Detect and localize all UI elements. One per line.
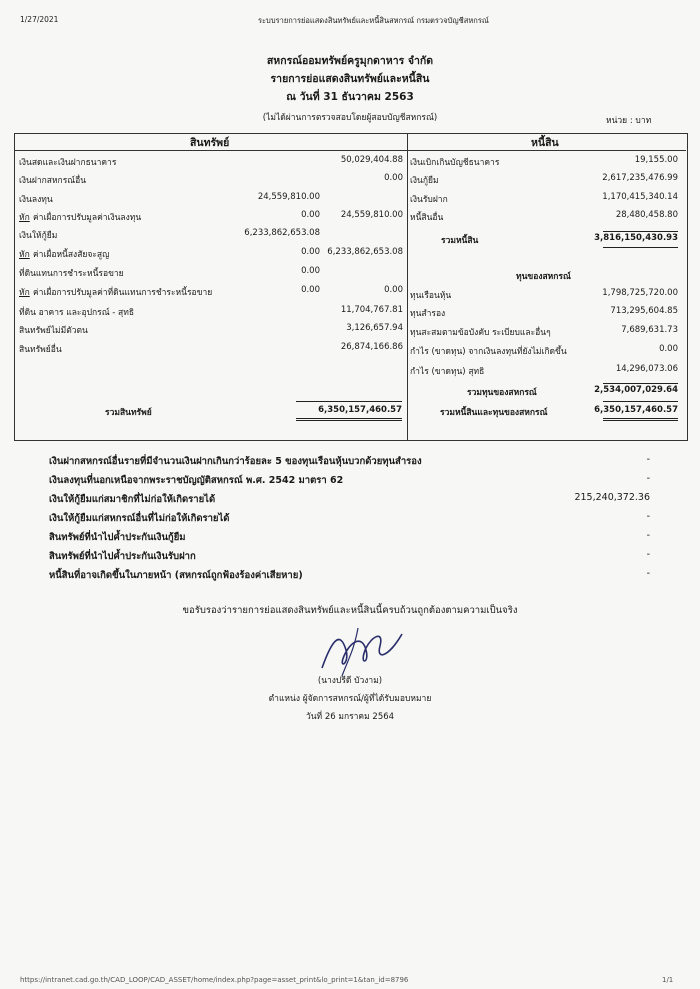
note-value: - xyxy=(646,454,650,465)
equity-row-value: 14,296,073.06 xyxy=(615,364,678,374)
equity-row-value: 713,295,604.85 xyxy=(610,306,678,316)
signer-name: (นางปรีดี บัวงาม) xyxy=(317,676,383,686)
asset-row-label: ค่าเผื่อการปรับมูลค่าที่ดินแทนการชำระหนี้รอขาย xyxy=(33,288,213,298)
total-assets-double-underline xyxy=(296,420,402,421)
note-label: เงินฝากสหกรณ์อื่นรายที่มีจำนวนเงินฝากเกินกว่าร้อยละ 5 ของทุนเรือนหุ้นบวกด้วยทุนสำรอง xyxy=(49,456,422,467)
unit-label: หน่วย : บาท xyxy=(606,116,652,126)
liability-row-label: เงินรับฝาก xyxy=(410,195,448,205)
note-value: 215,240,372.36 xyxy=(574,492,650,503)
liability-row-value: 28,480,458.80 xyxy=(615,210,678,220)
asset-row-label: เงินลงทุน xyxy=(19,195,53,205)
asset-row-subvalue: 0.00 xyxy=(301,210,320,220)
footer-page: 1/1 xyxy=(662,976,674,984)
liability-row-label: หนี้สินอื่น xyxy=(410,213,444,223)
equity-row-label: ทุนสำรอง xyxy=(410,309,446,319)
total-equity-label: รวมทุนของสหกรณ์ xyxy=(467,388,537,398)
total-liabilities-value: 3,816,150,430.93 xyxy=(594,233,678,243)
asset-row-label: เงินสดและเงินฝากธนาคาร xyxy=(19,158,117,168)
equity-row-value: 1,798,725,720.00 xyxy=(602,288,678,298)
equity-row-label: กำไร (ขาดทุน) สุทธิ xyxy=(410,367,485,377)
liability-row-value: 2,617,235,476.99 xyxy=(602,173,678,183)
grand-total-underline xyxy=(603,418,678,419)
asset-row-subvalue: 0.00 xyxy=(301,285,320,295)
total-assets-value: 6,350,157,460.57 xyxy=(318,405,402,415)
equity-row-label: ทุนสะสมตามข้อบังคับ ระเบียบและอื่นๆ xyxy=(410,328,551,338)
asset-row-prefix: หัก xyxy=(19,288,30,298)
note-label: หนี้สินที่อาจเกิดขึ้นในภายหน้า (สหกรณ์ถูกฟ้องร้องค่าเสียหาย) xyxy=(49,570,303,581)
note-label: เงินลงทุนที่นอกเหนือจากพระราชบัญญัติสหกรณ์ พ.ศ. 2542 มาตรา 62 xyxy=(49,475,344,486)
asset-row-value: 0.00 xyxy=(384,285,403,295)
column-divider xyxy=(407,133,408,440)
note-value: - xyxy=(646,568,650,579)
asset-row-prefix: หัก xyxy=(19,213,30,223)
equity-heading: ทุนของสหกรณ์ xyxy=(516,272,571,282)
signature-mark xyxy=(318,620,408,680)
asset-row-label: ค่าเผื่อการปรับมูลค่าเงินลงทุน xyxy=(33,213,142,223)
system-name: ระบบรายการย่อแสดงสินทรัพย์และหนี้สินสหกรณ์ กรมตรวจบัญชีสหกรณ์ xyxy=(258,16,489,25)
asset-row-prefix: หัก xyxy=(19,250,30,260)
asset-row-value: 11,704,767.81 xyxy=(340,305,403,315)
total-liabilities-underline xyxy=(603,247,678,248)
liability-row-value: 1,170,415,340.14 xyxy=(602,192,678,202)
total-liabilities-label: รวมหนี้สิน xyxy=(441,236,479,246)
footer-url[interactable]: https://intranet.cad.go.th/CAD_LOOP/CAD_ASSET/home/index.php?page=asset_print&lo_print=1&tan_id=8796 xyxy=(20,976,409,984)
asset-row-value: 50,029,404.88 xyxy=(340,155,403,165)
certification-statement: ขอรับรองว่ารายการย่อแสดงสินทรัพย์และหนี้สินนี้ครบถ้วนถูกต้องตามความเป็นจริง xyxy=(182,605,518,616)
asset-row-label: ค่าเผื่อหนี้สงสัยจะสูญ xyxy=(33,250,110,260)
grand-total-double-underline xyxy=(603,420,678,421)
asset-row-label: เงินให้กู้ยืม xyxy=(19,231,58,241)
report-as-of: ณ วันที่ 31 ธันวาคม 2563 xyxy=(286,91,414,103)
asset-row-subvalue: 6,233,862,653.08 xyxy=(244,228,320,238)
asset-row-label: สินทรัพย์ไม่มีตัวตน xyxy=(19,326,88,336)
equity-row-value: 0.00 xyxy=(659,344,678,354)
asset-row-subvalue: 0.00 xyxy=(301,247,320,257)
certification-date: วันที่ 26 มกราคม 2564 xyxy=(305,712,395,722)
equity-row-label: กำไร (ขาดทุน) จากเงินลงทุนที่ยังไม่เกิดขึ้น xyxy=(410,347,567,357)
asset-row-subvalue: 24,559,810.00 xyxy=(257,192,320,202)
total-assets-underline xyxy=(296,418,402,419)
note-value: - xyxy=(646,530,650,541)
grand-total-label: รวมหนี้สินและทุนของสหกรณ์ xyxy=(440,408,548,418)
note-value: - xyxy=(646,549,650,560)
total-assets-label: รวมสินทรัพย์ xyxy=(105,408,152,418)
asset-row-label: ที่ดินแทนการชำระหนี้รอขาย xyxy=(19,269,124,279)
liability-row-value: 19,155.00 xyxy=(634,155,678,165)
assets-heading: สินทรัพย์ xyxy=(190,137,230,149)
note-label: สินทรัพย์ที่นำไปค้ำประกันเงินกู้ยืม xyxy=(49,532,186,543)
liabilities-heading: หนี้สิน xyxy=(531,137,559,149)
grand-total-overline xyxy=(603,401,678,402)
header-divider xyxy=(15,150,686,151)
asset-row-value: 26,874,166.86 xyxy=(340,342,403,352)
note-label: สินทรัพย์ที่นำไปค้ำประกันเงินรับฝาก xyxy=(49,551,196,562)
note-label: เงินให้กู้ยืมแก่สมาชิกที่ไม่ก่อให้เกิดรายได้ xyxy=(49,494,216,505)
signer-position: ตำแหน่ง ผู้จัดการสหกรณ์/ผู้ที่ได้รับมอบหมาย xyxy=(268,694,432,704)
liability-row-label: เงินเบิกเกินบัญชีธนาคาร xyxy=(410,158,500,168)
report-title: รายการย่อแสดงสินทรัพย์และหนี้สิน xyxy=(270,73,430,85)
asset-row-subvalue: 0.00 xyxy=(301,266,320,276)
note-value: - xyxy=(646,473,650,484)
equity-row-label: ทุนเรือนหุ้น xyxy=(410,291,452,301)
asset-row-value: 6,233,862,653.08 xyxy=(327,247,403,257)
asset-row-label: สินทรัพย์อื่น xyxy=(19,345,62,355)
asset-row-value: 0.00 xyxy=(384,173,403,183)
asset-row-value: 24,559,810.00 xyxy=(340,210,403,220)
asset-row-value: 3,126,657.94 xyxy=(346,323,403,333)
total-equity-overline xyxy=(603,383,678,384)
liability-row-label: เงินกู้ยืม xyxy=(410,176,439,186)
note-value: - xyxy=(646,511,650,522)
total-assets-overline xyxy=(296,401,402,402)
note-label: เงินให้กู้ยืมแก่สหกรณ์อื่นที่ไม่ก่อให้เกิดรายได้ xyxy=(49,513,230,524)
print-date: 1/27/2021 xyxy=(20,15,59,24)
grand-total-value: 6,350,157,460.57 xyxy=(594,405,678,415)
audit-note: (ไม่ได้ผ่านการตรวจสอบโดยผู้สอบบัญชีสหกรณ์) xyxy=(262,113,438,123)
total-liabilities-overline xyxy=(603,231,678,232)
asset-row-label: ที่ดิน อาคาร และอุปกรณ์ - สุทธิ xyxy=(19,308,135,318)
equity-row-value: 7,689,631.73 xyxy=(621,325,678,335)
coop-name: สหกรณ์ออมทรัพย์ครูมุกดาหาร จำกัด xyxy=(266,55,434,67)
asset-row-label: เงินฝากสหกรณ์อื่น xyxy=(19,176,87,186)
total-equity-value: 2,534,007,029.64 xyxy=(594,385,678,395)
